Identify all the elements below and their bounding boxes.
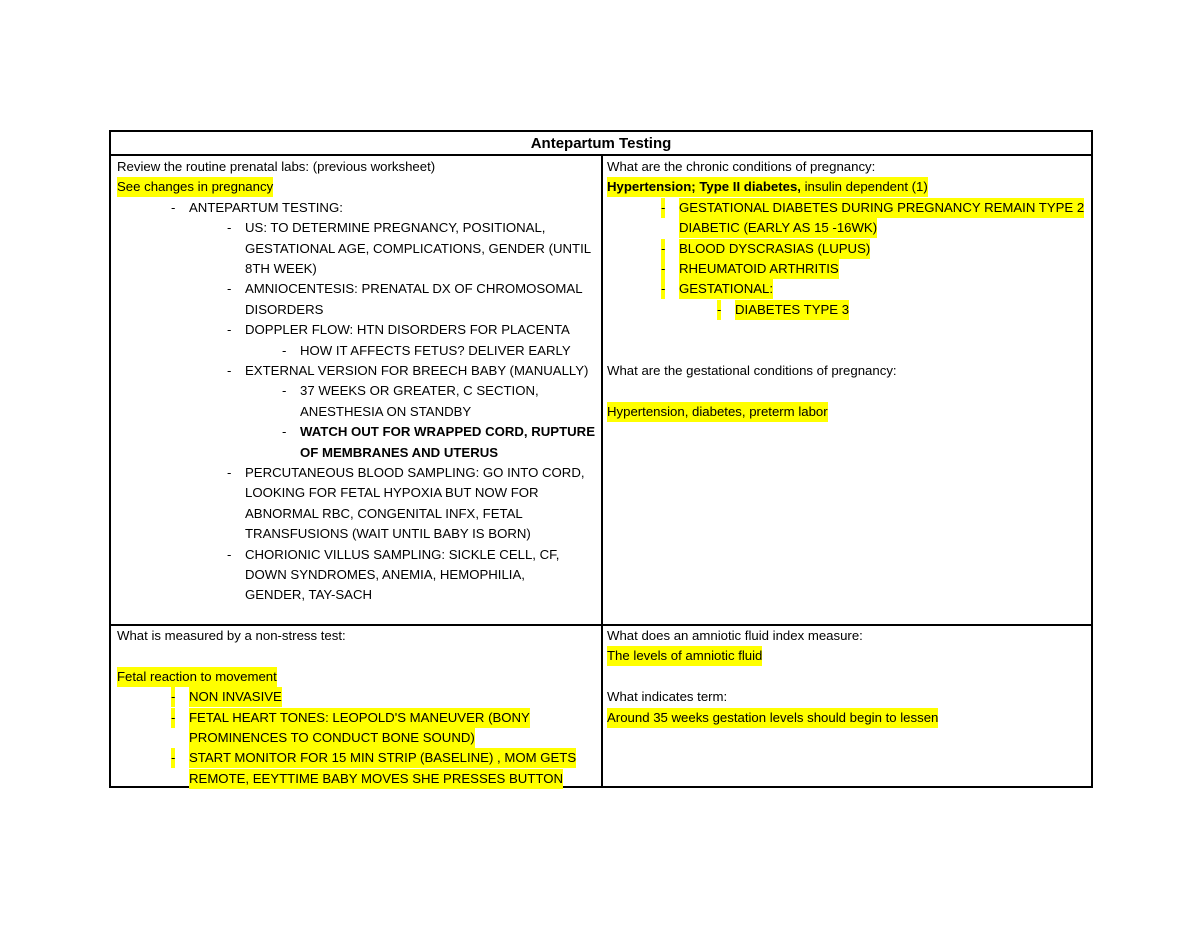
line-text: WATCH OUT FOR WRAPPED CORD, RUPTURE: [300, 424, 595, 440]
bullet-dash: -: [227, 281, 232, 297]
antepartum-testing-table: [109, 130, 1093, 788]
bullet-dash: -: [661, 259, 665, 279]
line-text: OF MEMBRANES AND UTERUS: [300, 444, 499, 460]
line-text: What is measured by a non-stress test:: [117, 628, 346, 643]
bullet-dash: -: [282, 424, 287, 440]
line-text: START MONITOR FOR 15 MIN STRIP (BASELINE) , MOM GETS: [189, 748, 576, 768]
line-text: ANESTHESIA ON STANDBY: [300, 403, 472, 419]
bullet-dash: -: [227, 220, 232, 236]
bullet-dash: -: [227, 465, 232, 480]
bullet-dash: -: [282, 383, 287, 399]
line-text: GENDER, TAY-SACH: [245, 587, 373, 603]
line-text: GESTATIONAL DIABETES DURING PREGNANCY REMAIN TYPE 2: [679, 198, 1084, 218]
line-text: See changes in pregnancy: [117, 177, 273, 197]
line-text: NON INVASIVE: [189, 687, 282, 707]
line-text: GESTATIONAL AGE, COMPLICATIONS, GENDER (UNTIL: [245, 240, 592, 256]
line-text: DIABETES TYPE 3: [735, 300, 849, 320]
line-text: PERCUTANEOUS BLOOD SAMPLING: GO INTO CORD,: [245, 465, 585, 480]
line-text: AMNIOCENTESIS: PRENATAL DX OF CHROMOSOMAL: [245, 281, 583, 297]
bullet-dash: -: [171, 687, 175, 707]
line-text: ABNORMAL RBC, CONGENITAL INFX, FETAL: [245, 505, 523, 521]
line-text: LOOKING FOR FETAL HYPOXIA BUT NOW FOR: [245, 485, 539, 501]
line-text: FETAL HEART TONES: LEOPOLD'S MANEUVER (BONY: [189, 708, 530, 728]
line-text: GESTATIONAL:: [679, 279, 773, 299]
line-text: EXTERNAL VERSION FOR BREECH BABY (MANUALLY): [245, 363, 589, 378]
line-text: DISORDERS: [245, 301, 324, 317]
line-text: [607, 177, 928, 197]
line-text: ANTEPARTUM TESTING:: [189, 199, 343, 215]
line-text: Hypertension, diabetes, preterm labor: [607, 402, 828, 422]
bullet-dash: -: [661, 239, 665, 259]
line-text: Fetal reaction to movement: [117, 667, 277, 687]
line-text: The levels of amniotic fluid: [607, 646, 762, 666]
line-text: BLOOD DYSCRASIAS (LUPUS): [679, 239, 870, 259]
line-text: DOWN SYNDROMES, ANEMIA, HEMOPHILIA,: [245, 567, 525, 582]
line-text: Review the routine prenatal labs: (previous worksheet): [117, 159, 436, 174]
line-text: What are the gestational conditions of pregnancy:: [607, 363, 897, 378]
line-text: RHEUMATOID ARTHRITIS: [679, 259, 839, 279]
bullet-dash: -: [227, 363, 232, 378]
line-text: What indicates term:: [607, 689, 728, 705]
line-text: 37 WEEKS OR GREATER, C SECTION,: [300, 383, 539, 399]
line-text: TRANSFUSIONS (WAIT UNTIL BABY IS BORN): [245, 526, 531, 542]
line-text: PROMINENCES TO CONDUCT BONE SOUND): [189, 728, 475, 748]
bullet-dash: -: [171, 708, 175, 728]
bullet-dash: -: [227, 546, 232, 562]
table-title: Antepartum Testing: [530, 135, 672, 152]
line-text: REMOTE, EEYTTIME BABY MOVES SHE PRESSES BUTTON: [189, 769, 563, 789]
line-text: DOPPLER FLOW: HTN DISORDERS FOR PLACENTA: [245, 322, 570, 338]
bullet-dash: -: [717, 300, 721, 320]
column-divider: [601, 154, 603, 786]
line-text: CHORIONIC VILLUS SAMPLING: SICKLE CELL, CF,: [245, 546, 560, 562]
bullet-dash: -: [661, 198, 665, 218]
line-text: US: TO DETERMINE PREGNANCY, POSITIONAL,: [245, 220, 546, 236]
line-text: What does an amniotic fluid index measure:: [607, 628, 863, 643]
line-text: Around 35 weeks gestation levels should begin to lessen: [607, 708, 938, 728]
line-text: DIABETIC (EARLY AS 15 -16WK): [679, 218, 877, 238]
line-text-part: Hypertension; Type II diabetes,: [607, 179, 801, 195]
bullet-dash: -: [171, 748, 175, 768]
bullet-dash: -: [282, 342, 287, 358]
line-text: HOW IT AFFECTS FETUS? DELIVER EARLY: [300, 342, 571, 358]
line-text: 8TH WEEK): [245, 261, 317, 276]
bullet-dash: -: [171, 199, 176, 215]
bullet-dash: -: [227, 322, 232, 338]
bullet-dash: -: [661, 279, 665, 299]
line-text-part: insulin dependent (1): [800, 179, 928, 195]
line-text: What are the chronic conditions of pregnancy:: [607, 159, 876, 174]
